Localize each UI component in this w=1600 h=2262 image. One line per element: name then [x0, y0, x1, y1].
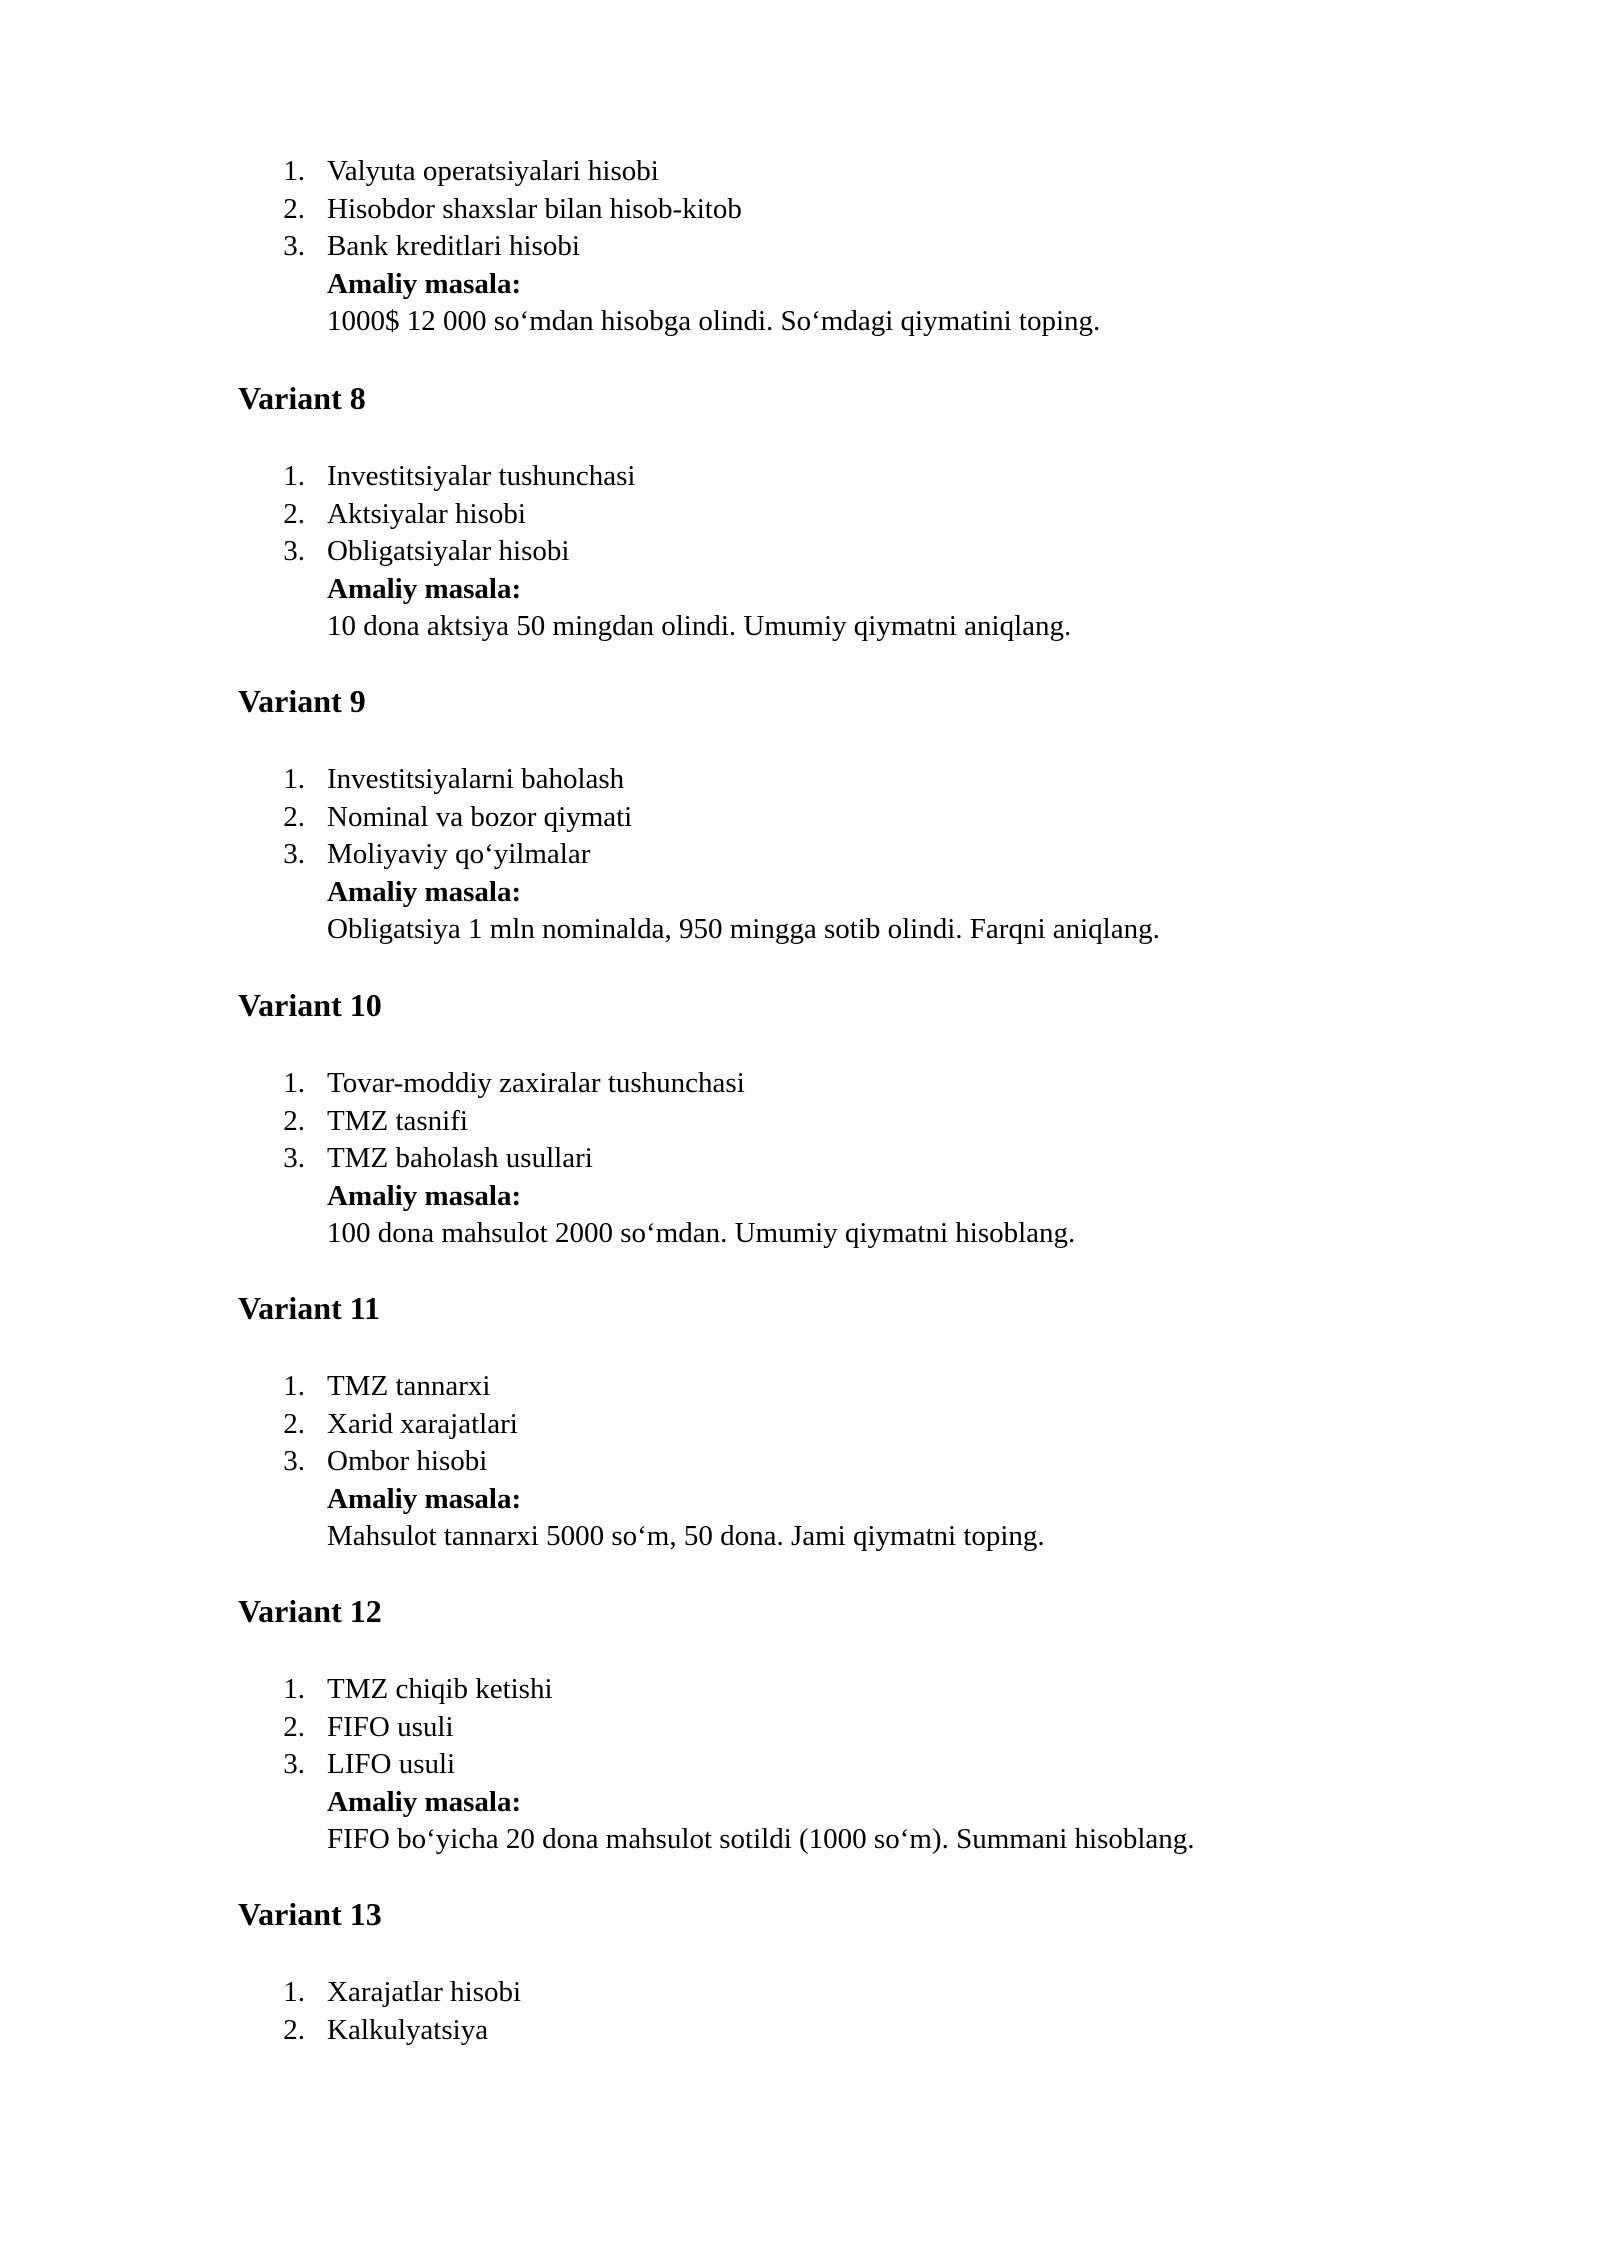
amaliy-masala-label: Amaliy masala: — [327, 1179, 522, 1212]
variant-heading: Variant 9 — [238, 683, 366, 719]
list-text: LIFO usuli — [327, 1748, 456, 1780]
list-text: Kalkulyatsiya — [327, 2013, 489, 2046]
amaliy-label-row — [0, 874, 1600, 912]
amaliy-label-row — [0, 1481, 1600, 1519]
amaliy-label-row — [0, 571, 1600, 609]
list-number: 1. — [283, 763, 305, 795]
list-text: Xarid xarajatlari — [327, 1407, 518, 1440]
list-number: 3. — [283, 1445, 305, 1477]
variant-list — [0, 1065, 1600, 1253]
list-text: Bank kreditlari hisobi — [327, 230, 580, 262]
task-row — [0, 608, 1600, 646]
list-text: Investitsiyalar tushunchasi — [327, 460, 636, 492]
variant-list — [0, 1368, 1600, 1556]
list-text: TMZ baholash usullari — [327, 1142, 593, 1174]
task-text: FIFO bo‘yicha 20 dona mahsulot sotildi (1000 so‘m). Summani hisoblang. — [327, 1823, 1195, 1855]
task-row — [0, 1518, 1600, 1556]
list-text: Nominal va bozor qiymati — [327, 800, 633, 833]
amaliy-masala-label: Amaliy masala: — [327, 1482, 522, 1515]
list-number: 3. — [283, 535, 305, 567]
list-number: 1. — [283, 1673, 305, 1705]
list-number: 3. — [283, 838, 305, 870]
variant-heading: Variant 11 — [238, 1290, 380, 1326]
list-text: Obligatsiyalar hisobi — [327, 535, 570, 567]
list-number: 3. — [283, 230, 305, 262]
task-row — [0, 911, 1600, 949]
list-text: Xarajatlar hisobi — [327, 1976, 522, 2008]
task-text: 1000$ 12 000 so‘mdan hisobga olindi. So‘mdagi qiymatini toping. — [327, 305, 1101, 337]
list-number: 2. — [283, 1104, 305, 1137]
list-text: Investitsiyalarni baholash — [327, 763, 625, 795]
list-text: Ombor hisobi — [327, 1445, 488, 1477]
list-number: 1. — [283, 1370, 305, 1402]
list-item — [0, 1709, 1600, 1747]
task-text: Obligatsiya 1 mln nominalda, 950 mingga sotib olindi. Farqni aniqlang. — [327, 913, 1160, 945]
amaliy-label-row — [0, 1784, 1600, 1822]
list-number: 2. — [283, 1407, 305, 1440]
list-text: Valyuta operatsiyalari hisobi — [327, 155, 659, 187]
list-item — [0, 153, 1600, 191]
list-item — [0, 1443, 1600, 1481]
amaliy-masala-label: Amaliy masala: — [327, 572, 522, 605]
list-number: 3. — [283, 1142, 305, 1174]
list-number: 2. — [283, 1710, 305, 1743]
list-text: TMZ chiqib ketishi — [327, 1673, 553, 1705]
list-item — [0, 1746, 1600, 1784]
list-item — [0, 1671, 1600, 1709]
task-row — [0, 1821, 1600, 1859]
task-text: Mahsulot tannarxi 5000 so‘m, 50 dona. Jami qiymatni toping. — [327, 1520, 1045, 1552]
list-item — [0, 458, 1600, 496]
list-text: Aktsiyalar hisobi — [327, 497, 526, 530]
list-item — [0, 1406, 1600, 1444]
variant-heading: Variant 10 — [238, 987, 382, 1023]
amaliy-label-row — [0, 1178, 1600, 1216]
list-item — [0, 1974, 1600, 2012]
list-item — [0, 2012, 1600, 2050]
list-item — [0, 1065, 1600, 1103]
variant-list — [0, 761, 1600, 949]
list-number: 1. — [283, 155, 305, 187]
list-number: 2. — [283, 800, 305, 833]
list-section-continued — [0, 153, 1600, 341]
task-row — [0, 1215, 1600, 1253]
list-item — [0, 1368, 1600, 1406]
amaliy-masala-label: Amaliy masala: — [327, 267, 522, 300]
task-row — [0, 303, 1600, 341]
amaliy-masala-label: Amaliy masala: — [327, 875, 522, 908]
list-number: 2. — [283, 192, 305, 225]
list-text: TMZ tannarxi — [327, 1370, 491, 1402]
list-item — [0, 533, 1600, 571]
list-item — [0, 799, 1600, 837]
list-item — [0, 496, 1600, 534]
amaliy-masala-label: Amaliy masala: — [327, 1785, 522, 1818]
list-item — [0, 1103, 1600, 1141]
list-number: 1. — [283, 460, 305, 492]
list-number: 2. — [283, 497, 305, 530]
variant-list — [0, 1671, 1600, 1859]
amaliy-label-row — [0, 266, 1600, 304]
list-number: 1. — [283, 1976, 305, 2008]
list-item — [0, 191, 1600, 229]
list-text: TMZ tasnifi — [327, 1104, 468, 1137]
list-item — [0, 836, 1600, 874]
variant-heading: Variant 13 — [238, 1896, 382, 1932]
task-text: 10 dona aktsiya 50 mingdan olindi. Umumiy qiymatni aniqlang. — [327, 610, 1072, 642]
variant-heading: Variant 8 — [238, 380, 366, 416]
list-text: Hisobdor shaxslar bilan hisob-kitob — [327, 192, 742, 225]
list-number: 3. — [283, 1748, 305, 1780]
list-number: 1. — [283, 1067, 305, 1099]
list-item — [0, 761, 1600, 799]
variant-list — [0, 1974, 1600, 2049]
task-text: 100 dona mahsulot 2000 so‘mdan. Umumiy qiymatni hisoblang. — [327, 1217, 1076, 1249]
list-text: FIFO usuli — [327, 1710, 454, 1743]
list-item — [0, 228, 1600, 266]
list-item — [0, 1140, 1600, 1178]
variant-heading: Variant 12 — [238, 1593, 382, 1629]
list-text: Tovar-moddiy zaxiralar tushunchasi — [327, 1067, 745, 1099]
variant-list — [0, 458, 1600, 646]
list-text: Moliyaviy qo‘yilmalar — [327, 838, 591, 870]
list-number: 2. — [283, 2013, 305, 2046]
